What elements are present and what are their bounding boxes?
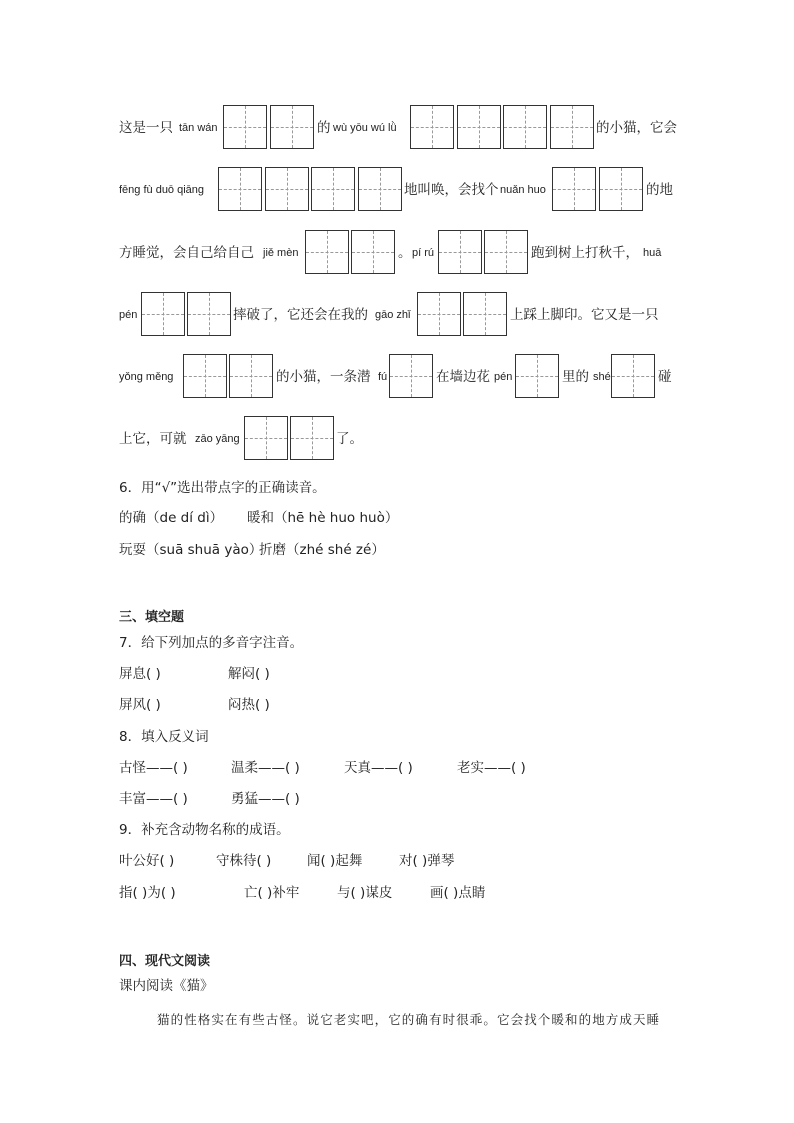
writing-box[interactable] xyxy=(187,292,231,336)
writing-box[interactable] xyxy=(389,354,433,398)
text: 在墙边花 xyxy=(436,369,490,385)
q9-blank[interactable]: 闻( )起舞 xyxy=(307,853,363,869)
pinyin: shé xyxy=(593,371,611,383)
reading-title: 课内阅读《猫》 xyxy=(119,978,214,994)
text: 了。 xyxy=(336,431,363,447)
q6-option[interactable]: 暖和（hē hè huo huò） xyxy=(247,510,399,526)
writing-box[interactable] xyxy=(229,354,273,398)
pinyin: pén xyxy=(119,309,138,321)
text: 。 xyxy=(398,245,412,261)
text: 上踩上脚印。它又是一只 xyxy=(510,307,659,323)
q8-blank[interactable]: 温柔——( ) xyxy=(231,760,300,776)
q9-title: 9．补充含动物名称的成语。 xyxy=(119,822,290,838)
q7-blank[interactable]: 解闷( ) xyxy=(228,666,270,682)
passage-text: 猫的性格实在有些古怪。说它老实吧，它的确有时很乖。它会找个暖和的地方成天睡 xyxy=(157,1012,661,1027)
q8-blank[interactable]: 天真——( ) xyxy=(344,760,413,776)
section-heading: 四、现代文阅读 xyxy=(119,954,211,969)
q8-blank[interactable]: 老实——( ) xyxy=(457,760,526,776)
text: 里的 xyxy=(562,369,589,385)
pinyin: gāo zhǐ xyxy=(375,309,411,321)
writing-box[interactable] xyxy=(515,354,559,398)
text: 这是一只 xyxy=(119,120,173,136)
section-heading: 三、填空题 xyxy=(119,610,185,625)
q6-option[interactable]: 玩耍（suā shuā yào） xyxy=(119,542,263,558)
pinyin: nuǎn huo xyxy=(500,184,546,196)
writing-box[interactable] xyxy=(503,105,547,149)
q8-blank[interactable]: 丰富——( ) xyxy=(119,791,188,807)
text: 的 xyxy=(317,120,331,136)
q8-blank[interactable]: 古怪——( ) xyxy=(119,760,188,776)
writing-box[interactable] xyxy=(223,105,267,149)
writing-box[interactable] xyxy=(463,292,507,336)
pinyin: pí rú xyxy=(412,247,435,259)
writing-box[interactable] xyxy=(552,167,596,211)
q8-blank[interactable]: 勇猛——( ) xyxy=(231,791,300,807)
writing-box[interactable] xyxy=(550,105,594,149)
writing-box[interactable] xyxy=(417,292,461,336)
q9-blank[interactable]: 与( )谋皮 xyxy=(337,885,393,901)
writing-box[interactable] xyxy=(270,105,314,149)
pinyin: wù yōu wú lǜ xyxy=(333,122,397,134)
q9-blank[interactable]: 亡( )补牢 xyxy=(244,885,300,901)
text: 的地 xyxy=(646,182,673,198)
text: 的小猫，它会 xyxy=(596,120,677,136)
writing-box[interactable] xyxy=(457,105,501,149)
writing-box[interactable] xyxy=(305,230,349,274)
q8-title: 8．填入反义词 xyxy=(119,729,209,745)
pinyin: yǒng měng xyxy=(119,371,174,383)
q9-blank[interactable]: 指( )为( ) xyxy=(119,885,176,901)
q7-blank[interactable]: 闷热( ) xyxy=(228,697,270,713)
writing-box[interactable] xyxy=(410,105,454,149)
q7-title: 7．给下列加点的多音字注音。 xyxy=(119,635,304,651)
writing-box[interactable] xyxy=(358,167,402,211)
writing-box[interactable] xyxy=(611,354,655,398)
text: 的小猫，一条潜 xyxy=(276,369,371,385)
pinyin: huā xyxy=(643,247,662,259)
pinyin: pén xyxy=(494,371,513,383)
pinyin: fú xyxy=(378,371,388,383)
q6-option[interactable]: 折磨（zhé shé zé） xyxy=(259,542,385,558)
text: 方睡觉，会自己给自己 xyxy=(119,245,254,261)
writing-box[interactable] xyxy=(311,167,355,211)
q6-option[interactable]: 的确（de dí dì） xyxy=(119,510,224,526)
writing-box[interactable] xyxy=(484,230,528,274)
writing-box[interactable] xyxy=(244,416,288,460)
pinyin: fēng fù duō qiāng xyxy=(119,184,205,196)
writing-box[interactable] xyxy=(141,292,185,336)
text: 上它，可就 xyxy=(119,431,187,447)
writing-box[interactable] xyxy=(265,167,309,211)
writing-box[interactable] xyxy=(438,230,482,274)
q6-title: 6．用“√”选出带点字的正确读音。 xyxy=(119,480,326,496)
writing-box[interactable] xyxy=(599,167,643,211)
pinyin: jiě mèn xyxy=(263,247,299,259)
text: 跑到树上打秋千， xyxy=(531,245,639,261)
q9-blank[interactable]: 叶公好( ) xyxy=(119,853,175,869)
text: 地叫唤，会找个 xyxy=(404,182,499,198)
pinyin: zāo yāng xyxy=(195,433,240,445)
q9-blank[interactable]: 画( )点睛 xyxy=(430,885,486,901)
pinyin: tān wán xyxy=(179,122,218,134)
q7-blank[interactable]: 屏风( ) xyxy=(119,697,161,713)
q9-blank[interactable]: 守株待( ) xyxy=(216,853,272,869)
q9-blank[interactable]: 对( )弹琴 xyxy=(399,853,455,869)
text: 摔破了，它还会在我的 xyxy=(233,307,368,323)
text: 碰 xyxy=(658,369,672,385)
writing-box[interactable] xyxy=(290,416,334,460)
writing-box[interactable] xyxy=(351,230,395,274)
writing-box[interactable] xyxy=(183,354,227,398)
writing-box[interactable] xyxy=(218,167,262,211)
q7-blank[interactable]: 屏息( ) xyxy=(119,666,161,682)
